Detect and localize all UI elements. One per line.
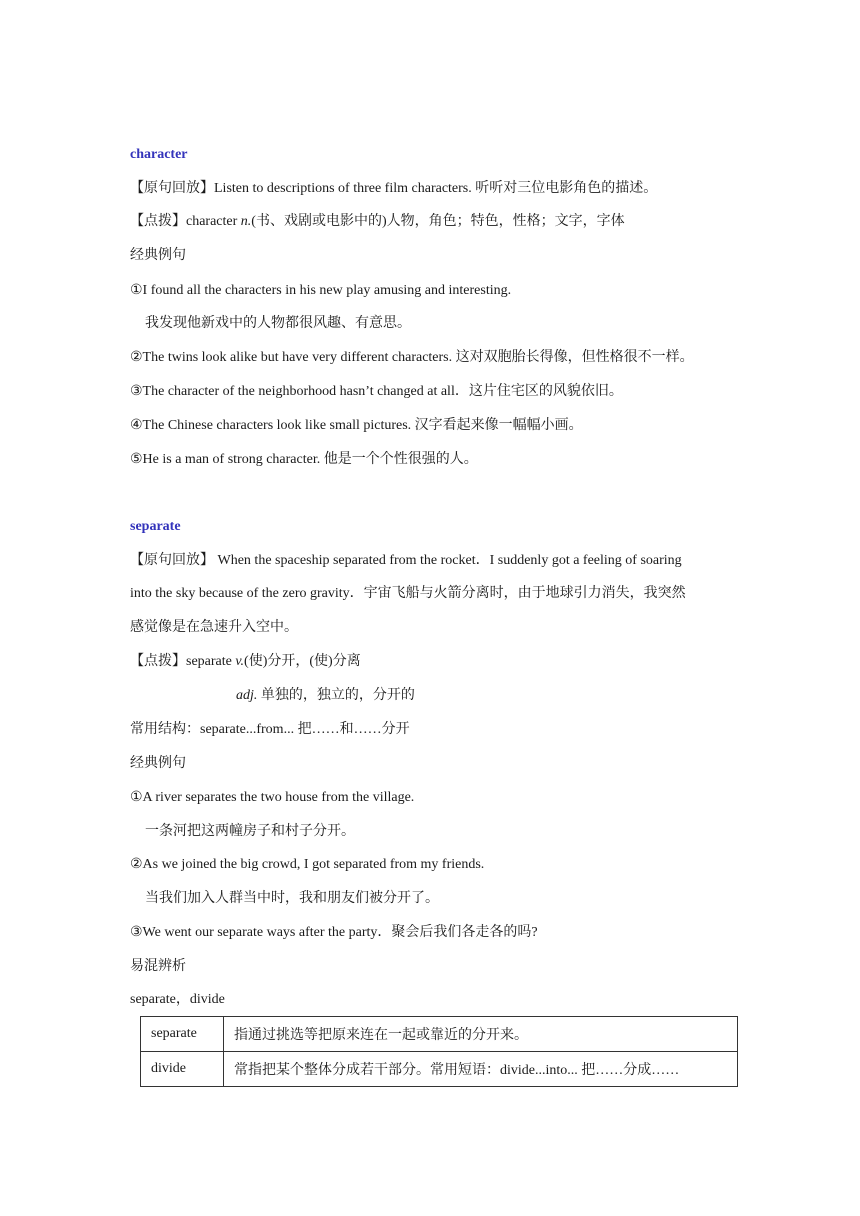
tip-meaning: 单独的，独立的，分开的 [257,688,415,703]
example: ③We went our separate ways after the party．聚会后我们各走各的吗? [130,925,538,940]
example-zh: 一条河把这两幢房子和村子分开。 [145,824,355,839]
tip-meaning: (书、戏剧或电影中的)人物，角色；特色，性格；文字，字体 [251,214,625,229]
tip-meaning: (使)分开，(使)分离 [244,654,361,669]
confusion-pair: separate，divide [130,992,225,1007]
examples-title: 经典例句 [130,756,186,771]
part-of-speech: v. [235,654,245,669]
tip-word: character [186,214,241,229]
table-term-cell: divide [141,1052,224,1087]
table-desc-cell: 常指把某个整体分成若干部分。常用短语：divide...into... 把……分成…… [224,1052,738,1087]
example-en: ①I found all the characters in his new play amusing and interesting. [130,283,512,298]
table-row [141,1017,738,1052]
original-sentence-continued: 感觉像是在急速升入空中。 [130,620,298,635]
comparison-table [140,1016,738,1087]
tip-tag: 【点拨】 [130,654,186,669]
common-structure: 常用结构：separate...from... 把……和……分开 [130,722,410,737]
original-sentence [130,179,657,199]
tip-line [130,652,361,672]
tip-word: separate [186,654,236,669]
original-sentence [130,551,682,571]
original-sentence-tag: 【原句回放】 [130,553,214,568]
examples-title: 经典例句 [130,248,186,263]
table-term-cell: separate [141,1017,224,1052]
original-sentence-text: Listen to descriptions of three film characters. 听听对三位电影角色的描述。 [214,181,658,196]
original-sentence-text: When the spaceship separated from the rocket．I suddenly got a feeling of soaring [214,553,682,568]
entry-heading-character: character [130,147,188,162]
example-en: ①A river separates the two house from the village. [130,790,415,805]
example: ③The character of the neighborhood hasn’t changed at all．这片住宅区的风貌依旧。 [130,384,623,399]
part-of-speech: adj. [236,688,258,703]
table-row [141,1052,738,1087]
original-sentence-continued: into the sky because of the zero gravity．宇宙飞船与火箭分离时，由于地球引力消失，我突然 [130,586,686,601]
example: ④The Chinese characters look like small pictures. 汉字看起来像一幅幅小画。 [130,418,583,433]
confusion-title: 易混辨析 [130,959,186,974]
part-of-speech: n. [240,214,252,229]
tip-tag: 【点拨】 [130,214,186,229]
example: ⑤He is a man of strong character. 他是一个个性很强的人。 [130,452,478,467]
table-desc-cell: 指通过挑选等把原来连在一起或靠近的分开来。 [224,1017,738,1052]
example-zh: 我发现他新戏中的人物都很风趣、有意思。 [145,316,411,331]
example-zh: 当我们加入人群当中时，我和朋友们被分开了。 [145,891,439,906]
tip-line [130,212,625,232]
example: ②The twins look alike but have very different characters. 这对双胞胎长得像，但性格很不一样。 [130,350,694,365]
entry-heading-separate: separate [130,519,181,534]
example-en: ②As we joined the big crowd, I got separated from my friends. [130,857,485,872]
tip-adj-line [236,686,415,706]
original-sentence-tag: 【原句回放】 [130,181,214,196]
